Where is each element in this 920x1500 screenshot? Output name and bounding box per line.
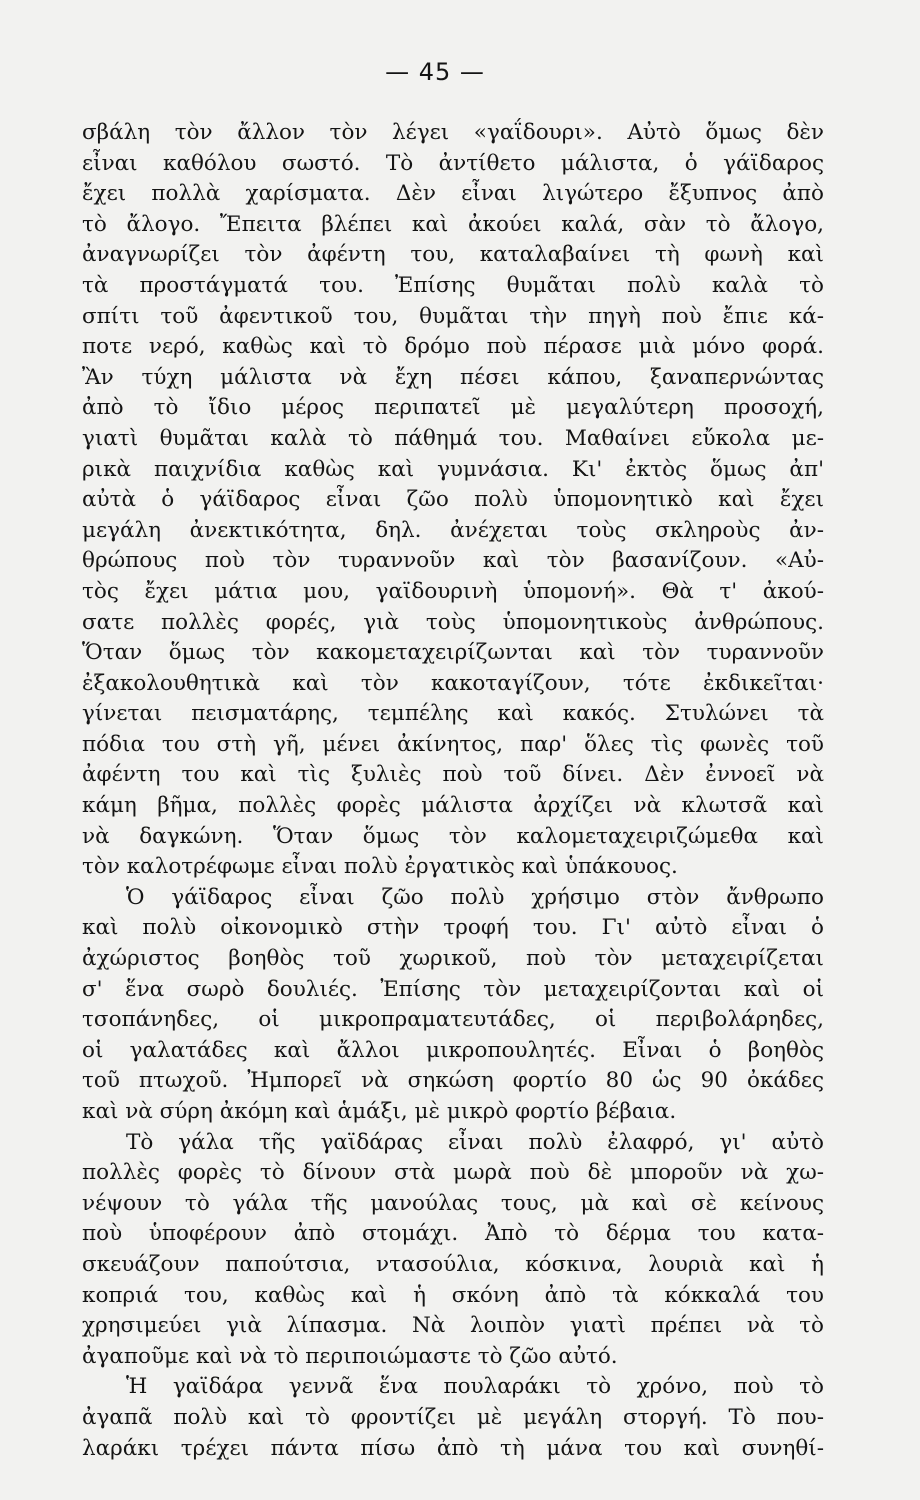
- text-line: νέψουν τὸ γάλα τῆς μανούλας τους, μὰ καὶ σὲ κείνους: [82, 1190, 824, 1216]
- text-line: Ἂν τύχη μάλιστα νὰ ἔχη πέσει κάπου, ξαναπερνώντας: [82, 364, 824, 390]
- text-line: τὸ ἄλογο. Ἔπειτα βλέπει καὶ ἀκούει καλά, σὰν τὸ ἄλογο,: [82, 211, 824, 237]
- text-line: θρώπους ποὺ τὸν τυραννοῦν καὶ τὸν βασανίζουν. «Αὐ-: [82, 548, 824, 574]
- text-line: χρησιμεύει γιὰ λίπασμα. Νὰ λοιπὸν γιατὶ πρέπει νὰ τὸ: [82, 1313, 824, 1339]
- text-line: αὐτὰ ὁ γάϊδαρος εἶναι ζῶο πολὺ ὑπομονητικὸ καὶ ἔχει: [82, 487, 824, 513]
- text-line: ἀφέντη του καὶ τὶς ξυλιὲς ποὺ τοῦ δίνει. Δὲν ἐννοεῖ νὰ: [82, 762, 824, 788]
- text-line: νὰ δαγκώνη. Ὅταν ὅμως τὸν καλομεταχειριζώμεθα καὶ: [82, 823, 824, 849]
- text-line: σατε πολλὲς φορές, γιὰ τοὺς ὑπομονητικοὺς ἀνθρώπους.: [82, 609, 824, 635]
- text-line: κάμη βῆμα, πολλὲς φορὲς μάλιστα ἀρχίζει νὰ κλωτσᾶ καὶ: [82, 793, 824, 819]
- text-line: Ἡ γαϊδάρα γεννᾶ ἕνα πουλαράκι τὸ χρόνο, ποὺ τὸ: [126, 1374, 824, 1400]
- text-line: σ' ἕνα σωρὸ δουλιές. Ἐπίσης τὸν μεταχειρίζονται καὶ οἱ: [82, 976, 824, 1002]
- text-line: εἶναι καθόλου σωστό. Τὸ ἀντίθετο μάλιστα, ὁ γάϊδαρος: [82, 150, 824, 176]
- text-line: τσοπάνηδες, οἱ μικροπραματευτάδες, οἱ περιβολάρηδες,: [82, 1007, 824, 1033]
- text-line: ποτε νερό, καθὼς καὶ τὸ δρόμο ποὺ πέρασε μιὰ μόνο φορά.: [82, 334, 824, 360]
- text-line: τοῦ πτωχοῦ. Ἠμπορεῖ νὰ σηκώση φορτίο 80 ὡς 90 ὀκάδες: [82, 1068, 824, 1094]
- text-line: καὶ νὰ σύρη ἀκόμη καὶ ἁμάξι, μὲ μικρὸ φορτίο βέβαια.: [82, 1099, 677, 1124]
- text-line: τὸς ἔχει μάτια μου, γαϊδουρινὴ ὑπομονή». Θὰ τ' ἀκού-: [82, 578, 824, 604]
- text-line: ἀγαποῦμε καὶ νὰ τὸ περιποιώμαστε τὸ ζῶο αὐτό.: [82, 1343, 618, 1369]
- text-line: λαράκι τρέχει πάντα πίσω ἀπὸ τὴ μάνα του καὶ συνηθί-: [82, 1435, 824, 1461]
- text-line: Ὁ γάϊδαρος εἶναι ζῶο πολὺ χρήσιμο στὸν ἄνθρωπο: [126, 884, 824, 910]
- page-number: — 45 —: [385, 58, 485, 86]
- text-line: ἀχώριστος βοηθὸς τοῦ χωρικοῦ, ποὺ τὸν μεταχειρίζεται: [82, 946, 824, 972]
- text-line: σβάλη τὸν ἄλλον τὸν λέγει «γαΐδουρι». Αὐτὸ ὅμως δὲν: [82, 120, 824, 145]
- text-line: κοπριά του, καθὼς καὶ ἡ σκόνη ἀπὸ τὰ κόκκαλά του: [82, 1282, 824, 1308]
- text-line: ἐξακολουθητικὰ καὶ τὸν κακοταγίζουν, τότε ἐκδικεῖται·: [82, 670, 824, 696]
- body-text: [82, 118, 824, 1464]
- text-line: καὶ πολὺ οἰκονομικὸ στὴν τροφή του. Γι' αὐτὸ εἶναι ὁ: [82, 915, 824, 941]
- text-line: ρικὰ παιχνίδια καθὼς καὶ γυμνάσια. Κι' ἐκτὸς ὅμως ἀπ': [82, 456, 824, 482]
- text-line: σκευάζουν παπούτσια, ντασούλια, κόσκινα, λουριὰ καὶ ἡ: [82, 1251, 824, 1277]
- text-line: ποὺ ὑποφέρουν ἀπὸ στομάχι. Ἀπὸ τὸ δέρμα του κατα-: [82, 1221, 824, 1247]
- text-line: γιατὶ θυμᾶται καλὰ τὸ πάθημά του. Μαθαίνει εὔκολα με-: [82, 425, 824, 451]
- text-line: ἔχει πολλὰ χαρίσματα. Δὲν εἶναι λιγώτερο ἔξυπνος ἀπὸ: [82, 181, 824, 207]
- text-line: Τὸ γάλα τῆς γαϊδάρας εἶναι πολὺ ἐλαφρό, γι' αὐτὸ: [126, 1129, 824, 1155]
- text-line: Ὅταν ὅμως τὸν κακομεταχειρίζωνται καὶ τὸν τυραννοῦν: [82, 640, 824, 666]
- text-line: μεγάλη ἀνεκτικότητα, δηλ. ἀνέχεται τοὺς σκληροὺς ἀν-: [82, 517, 824, 543]
- text-line: ἀναγνωρίζει τὸν ἀφέντη του, καταλαβαίνει τὴ φωνὴ καὶ: [82, 242, 824, 268]
- text-line: γίνεται πεισματάρης, τεμπέλης καὶ κακός. Στυλώνει τὰ: [82, 701, 824, 727]
- text-line: ἀπὸ τὸ ἴδιο μέρος περιπατεῖ μὲ μεγαλύτερη προσοχή,: [82, 395, 824, 421]
- text-line: οἱ γαλατάδες καὶ ἄλλοι μικροπουλητές. Εἶναι ὁ βοηθὸς: [82, 1037, 824, 1063]
- text-line: πολλὲς φορὲς τὸ δίνουν στὰ μωρὰ ποὺ δὲ μποροῦν νὰ χω-: [82, 1160, 824, 1186]
- text-line: τὰ προστάγματά του. Ἐπίσης θυμᾶται πολὺ καλὰ τὸ: [82, 272, 824, 298]
- text-line: ἀγαπᾶ πολὺ καὶ τὸ φροντίζει μὲ μεγάλη στοργή. Τὸ που-: [82, 1404, 824, 1430]
- text-line: σπίτι τοῦ ἀφεντικοῦ του, θυμᾶται τὴν πηγὴ ποὺ ἔπιε κά-: [82, 303, 824, 329]
- text-line: πόδια του στὴ γῆ, μένει ἀκίνητος, παρ' ὅλες τὶς φωνὲς τοῦ: [82, 731, 824, 757]
- text-line: τὸν καλοτρέφωμε εἶναι πολὺ ἐργατικὸς καὶ ὑπάκουος.: [82, 854, 678, 880]
